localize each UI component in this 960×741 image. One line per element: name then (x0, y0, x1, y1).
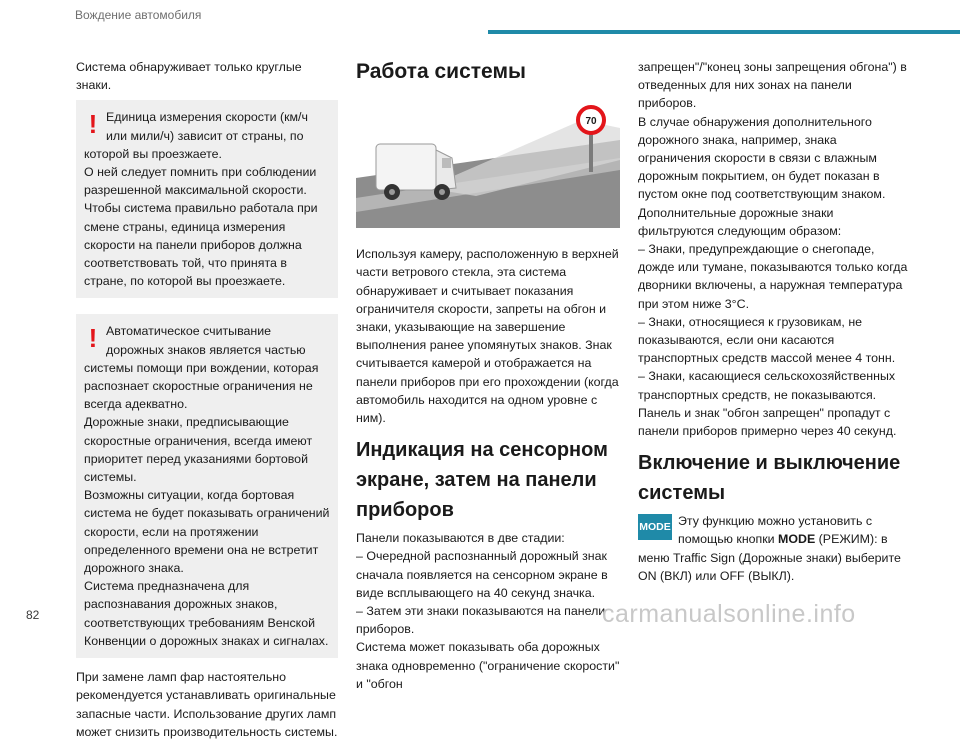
page-number: 82 (26, 608, 40, 622)
column-middle (356, 58, 620, 693)
lamp-replacement-note: При замене ламп фар настоятельно рекомендуется устанавливать оригинальные запасные части. Использование других ламп может снизить производительность системы. (76, 670, 338, 739)
header-accent-bar (488, 30, 960, 34)
warning-text: Дорожные знаки, предписывающие скоростные ограничения, всегда имеют приоритет перед указаниями бортовой системы. (84, 415, 313, 485)
warning-box-auto-reading (76, 314, 338, 658)
section-heading-display: Индикация на сенсорном экране, затем на панели приборов (356, 439, 608, 522)
continued-text: запрещен"/"конец зоны запрещения обгона") в отведенных для них зонах на панели приборов. (638, 60, 907, 111)
panel-timeout-text: Панель и знак "обгон запрещен" пропадут с панели приборов примерно через 40 секунд. (638, 405, 897, 439)
van-camera-illustration (356, 100, 620, 228)
speed-sign-value: 70 (585, 116, 597, 127)
mode-text: Эту функцию можно установить с помощью кнопки (678, 514, 873, 547)
mode-instruction (638, 512, 908, 585)
mode-button-icon: MODE (638, 514, 672, 540)
column-right (638, 58, 908, 585)
display-text: – Затем эти знаки показываются на панели приборов. (356, 604, 606, 637)
display-text: – Очередной распознанный дорожный знак сначала появляется на сенсорном экране в виде всплывающего на 40 секунд значка. (356, 549, 608, 600)
running-header: Вождение автомобиля (75, 8, 202, 22)
column-left (76, 58, 338, 741)
warning-text: Автоматическое считывание дорожных знаков является частью системы помощи при вождении, которая распознает скоростные ограничения не всегда адекватно. (84, 324, 319, 412)
display-text: Система может показывать оба дорожных знака одновременно ("ограничение скорости" и "обгон (356, 640, 620, 691)
warning-box-units (76, 100, 338, 298)
warning-text: Чтобы система правильно работала при смене страны, единица измерения скорости на панели приборов должна соответствовать той, что принята в стране, по которой вы проезжаете. (84, 201, 318, 289)
operation-text: Используя камеру, расположенную в верхней части ветрового стекла, эта система обнаруживает и считывает показания ограничителя скорости, запреты на обгон и знаки, указывающие на завершение выполнения ранее упомянутых знаков. Знак считывается камерой и отображается на панели приборов при его прохождении (когда автомобиль находится на одном уровне с ним). (356, 247, 619, 426)
filter-list-item: – Знаки, предупреждающие о снегопаде, дожде или тумане, показываются только когда дворники включены, а наружная температура при этом ниже 3°C. (638, 242, 908, 311)
section-heading-operation: Работа системы (356, 60, 526, 83)
additional-sign-text: В случае обнаружения дополнительного дорожного знака, например, знака ограничения скорости в связи с влажным дорожным покрытием, он будет показан в пустом окне под соответствующим знаком. (638, 114, 886, 202)
intro-text: Система обнаруживает только круглые знаки. (76, 60, 302, 93)
watermark: carmanualsonline.info (602, 600, 856, 628)
warning-icon: ! (88, 109, 98, 140)
warning-text: Единица измерения скорости (км/ч или мили/ч) зависит от страны, по которой вы проезжаете. (84, 110, 308, 161)
section-heading-on-off: Включение и выключение системы (638, 452, 901, 505)
filter-list-item: – Знаки, относящиеся к грузовикам, не показываются, если они касаются транспортных средств массой менее 4 тонн. (638, 314, 896, 366)
filter-list-item: – Знаки, касающиеся сельскохозяйственных транспортных средств, не показываются. (638, 369, 896, 402)
mode-text: (РЕЖИМ): в меню Traffic Sign (Дорожные знаки) выберите ON (ВКЛ) или OFF (ВЫКЛ). (638, 532, 901, 583)
display-text: Панели показываются в две стадии: (356, 531, 565, 546)
warning-text: О ней следует помнить при соблюдении разрешенной максимальной скорости. (84, 165, 317, 198)
warning-icon: ! (88, 323, 98, 354)
warning-text: Возможны ситуации, когда бортовая система не будет показывать ограничений скорости, если на протяжении определенного времени она не встретит дорожного знака. (84, 488, 330, 576)
warning-text: Система предназначена для распознавания дорожных знаков, соответствующих требованиям Венской Конвенции о дорожных знаках и сигналах. (84, 579, 329, 648)
filter-text: Дополнительные дорожные знаки фильтруются следующим образом: (638, 205, 842, 238)
mode-text-bold: MODE (778, 532, 816, 547)
